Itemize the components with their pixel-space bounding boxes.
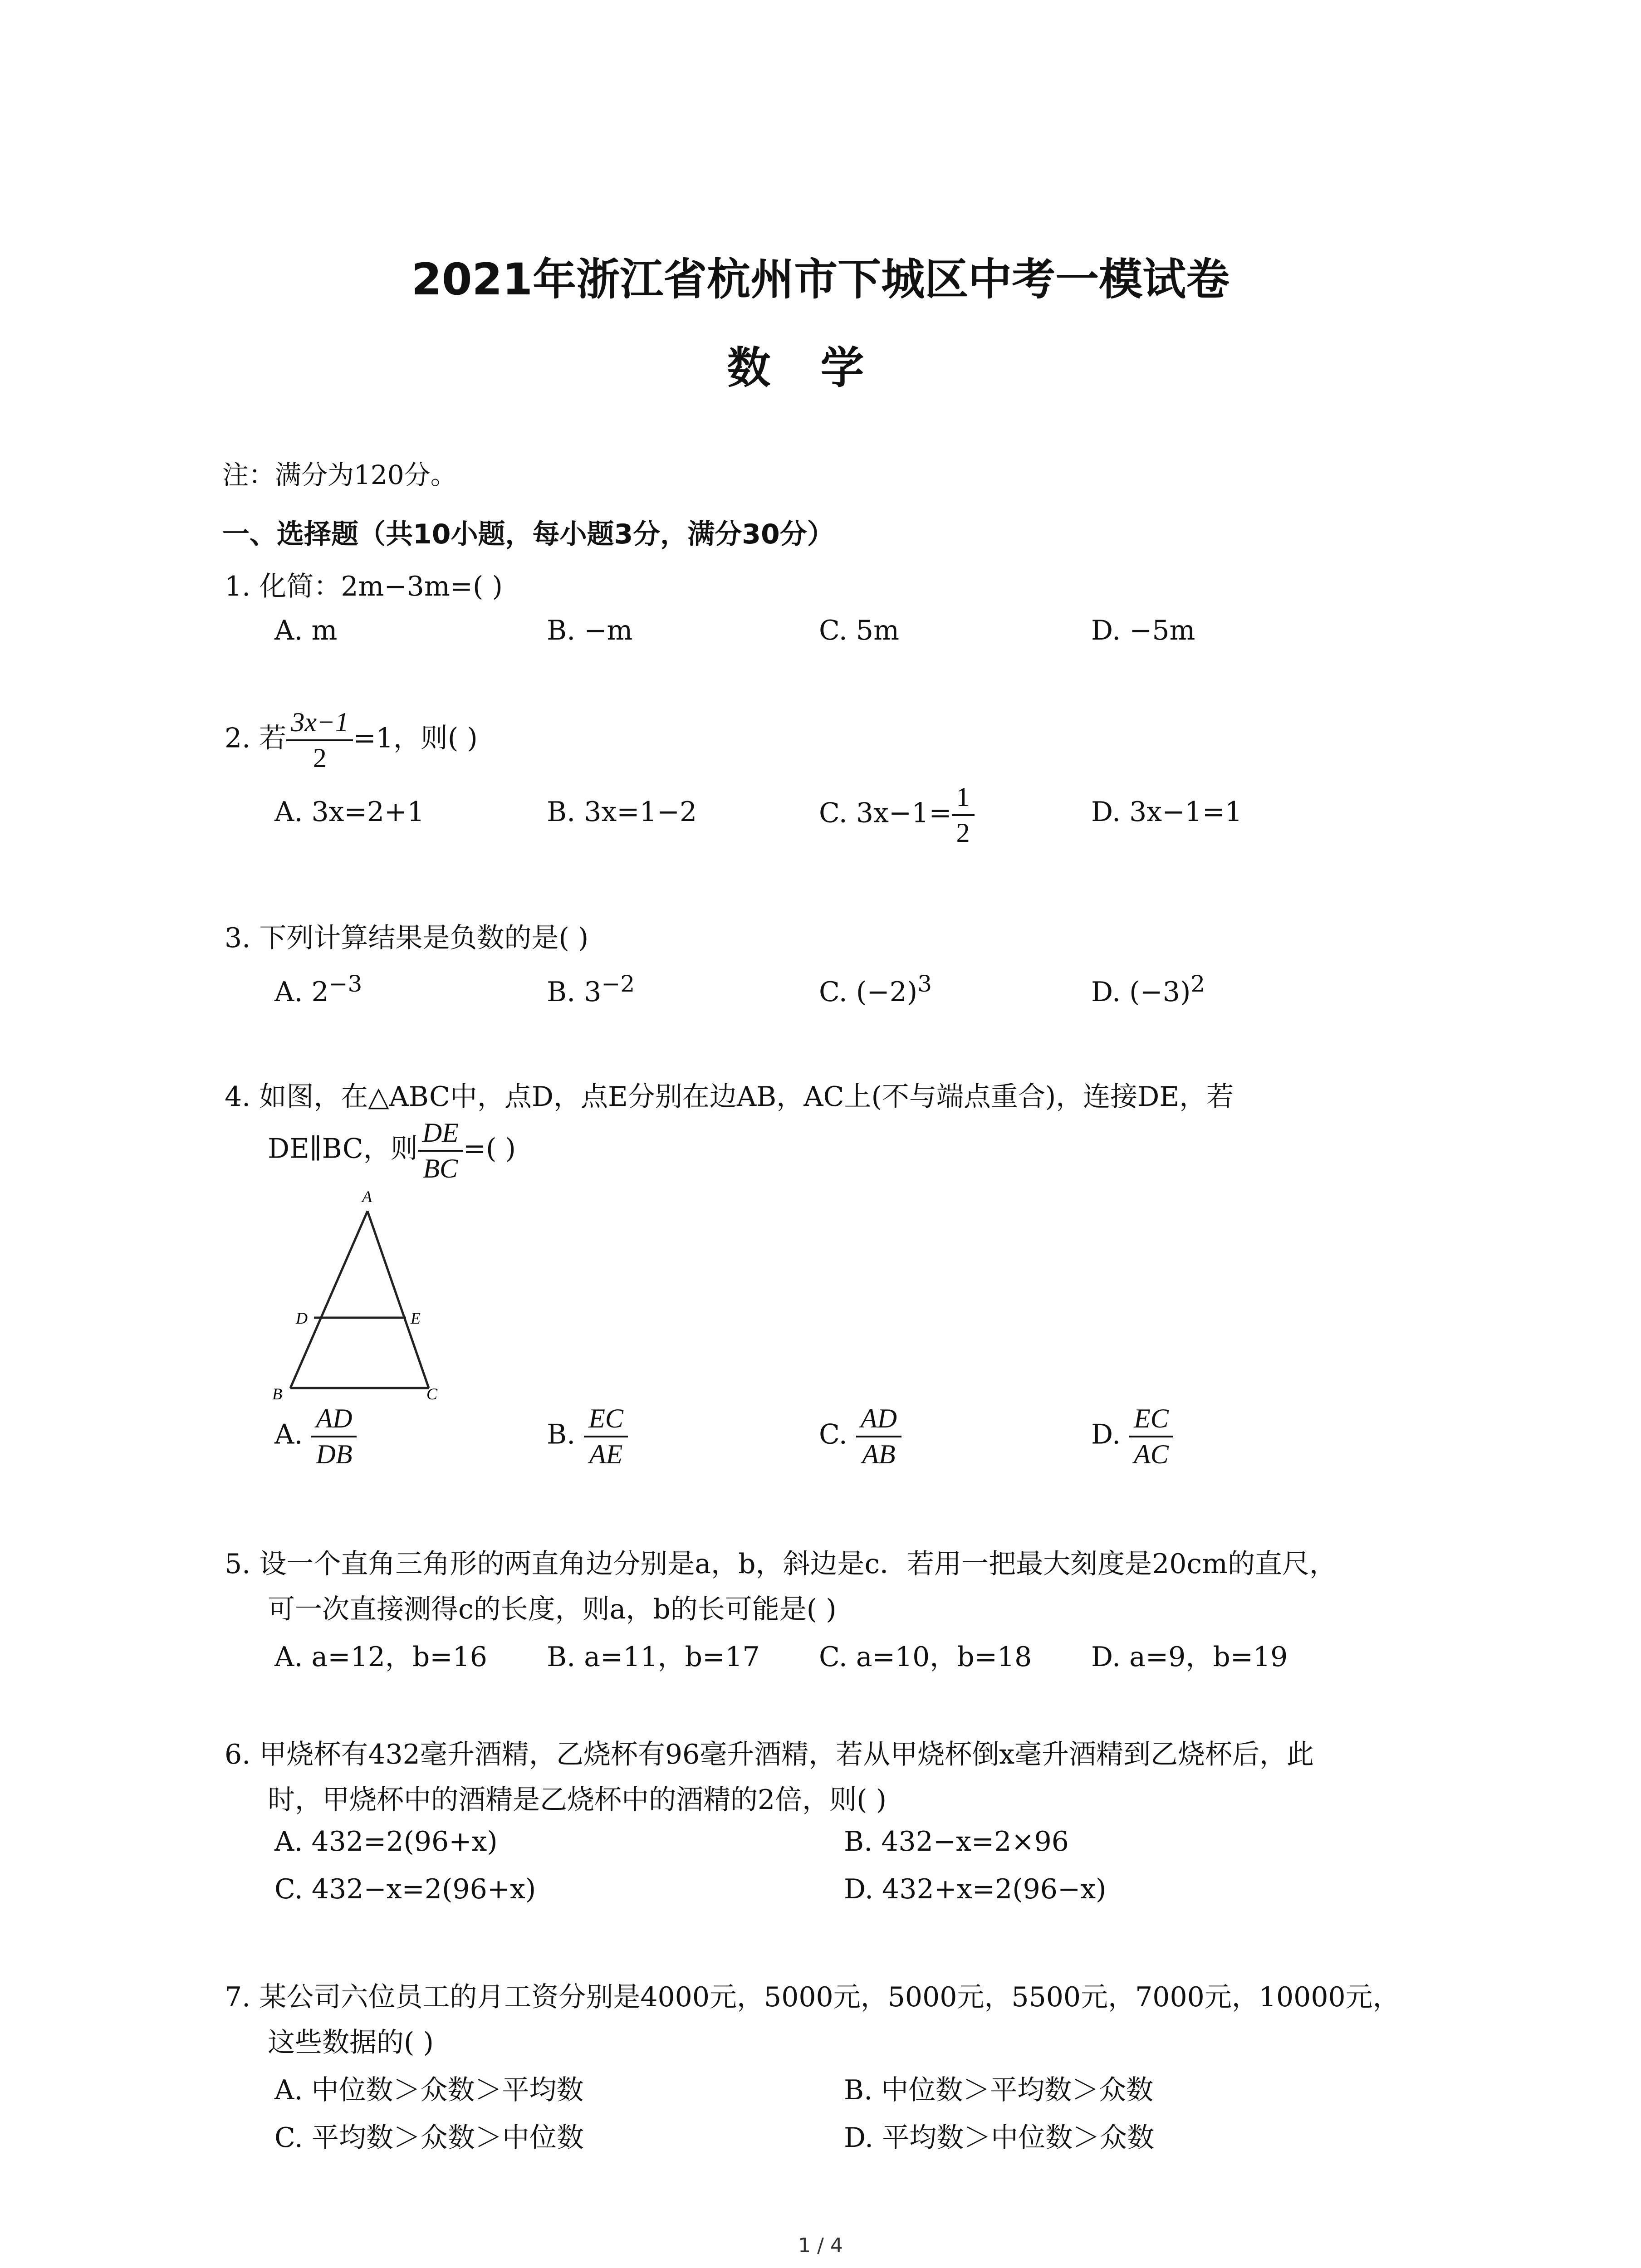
- option-d[interactable]: D. 平均数＞中位数＞众数: [844, 2122, 1155, 2154]
- option-a[interactable]: [274, 1402, 357, 1471]
- option-c[interactable]: C. 平均数＞众数＞中位数: [274, 2122, 584, 2154]
- question-stem-suffix: =( ): [463, 1133, 516, 1165]
- question-1: [225, 565, 503, 604]
- question-stem-line2: 可一次直接测得c的长度，则a，b的长可能是( ): [268, 1593, 837, 1625]
- label-a: A: [362, 1188, 372, 1206]
- label-c: C: [426, 1385, 438, 1402]
- option-b[interactable]: B. −m: [547, 615, 633, 646]
- option-d[interactable]: [1091, 1402, 1173, 1471]
- fraction-denominator: DB: [316, 1439, 353, 1469]
- fraction-numerator: EC: [1129, 1402, 1173, 1437]
- option-letter: A.: [274, 1418, 303, 1451]
- fraction: [286, 705, 353, 775]
- exponent: 2: [1190, 971, 1205, 997]
- question-6: [225, 1733, 1314, 1772]
- label-e: E: [411, 1309, 421, 1327]
- exponent: −2: [601, 971, 635, 997]
- option-b[interactable]: B. 432−x=2×96: [844, 1826, 1069, 1857]
- option-text: C. (−2): [819, 976, 918, 1008]
- question-5: [225, 1542, 1337, 1581]
- fraction-denominator: 2: [313, 743, 327, 773]
- question-number: 5.: [225, 1548, 251, 1580]
- side-ac: [367, 1211, 429, 1388]
- page-title: 2021年浙江省杭州市下城区中考一模试卷: [411, 254, 1230, 305]
- fraction: [1129, 1402, 1173, 1471]
- option-c[interactable]: C. 432−x=2(96+x): [274, 1873, 536, 1905]
- option-letter: B.: [547, 1418, 576, 1451]
- fraction-numerator: AD: [311, 1402, 357, 1437]
- fraction-numerator: AD: [856, 1402, 901, 1437]
- fraction-numerator: 1: [952, 780, 975, 816]
- option-b[interactable]: B. 中位数＞平均数＞众数: [844, 2074, 1154, 2106]
- fraction-denominator: AE: [589, 1439, 623, 1469]
- option-c[interactable]: [819, 1402, 901, 1471]
- fraction: [856, 1402, 901, 1471]
- option-a[interactable]: [274, 971, 362, 1008]
- label-d: D: [296, 1309, 308, 1327]
- option-letter: D.: [1091, 1418, 1121, 1451]
- question-stem-suffix: =1，则( ): [353, 722, 478, 754]
- fraction-denominator: AB: [862, 1439, 896, 1469]
- question-7: [225, 1975, 1400, 2014]
- option-text: A. 2: [274, 976, 329, 1008]
- question-4: [225, 1075, 1234, 1114]
- question-stem-line2: 这些数据的( ): [268, 2027, 434, 2058]
- question-4-line2: [268, 1116, 516, 1186]
- option-c[interactable]: C. 5m: [819, 615, 899, 646]
- fraction: [311, 1402, 357, 1471]
- option-b[interactable]: [547, 971, 635, 1008]
- option-a[interactable]: A. 中位数＞众数＞平均数: [274, 2074, 584, 2106]
- fraction: [418, 1116, 463, 1186]
- exponent: −3: [328, 971, 362, 997]
- option-c[interactable]: C. a=10，b=18: [819, 1641, 1032, 1673]
- triangle-figure: [263, 1184, 454, 1402]
- page-number: 1 / 4: [798, 2234, 843, 2257]
- question-stem-line1: 如图，在△ABC中，点D，点E分别在边AB，AC上(不与端点重合)，连接DE，若: [259, 1081, 1234, 1113]
- question-number: 2.: [225, 722, 251, 754]
- question-number: 1.: [225, 571, 251, 602]
- fraction: [952, 780, 975, 850]
- question-stem-prefix: DE∥BC，则: [268, 1133, 418, 1165]
- question-3: [225, 916, 588, 955]
- option-b[interactable]: [547, 1402, 628, 1471]
- option-text: D. (−3): [1091, 976, 1191, 1008]
- question-number: 4.: [225, 1081, 251, 1113]
- option-letter: C.: [819, 1418, 847, 1451]
- score-note: 注：满分为120分。: [222, 459, 457, 490]
- option-c[interactable]: [819, 780, 975, 850]
- question-stem-line1: 甲烧杯有432毫升酒精，乙烧杯有96毫升酒精，若从甲烧杯倒x毫升酒精到乙烧杯后，此: [259, 1739, 1314, 1770]
- subject-title: 数学: [727, 342, 914, 393]
- side-ab: [290, 1211, 367, 1388]
- option-b[interactable]: B. a=11，b=17: [547, 1641, 760, 1673]
- option-a[interactable]: A. a=12，b=16: [274, 1641, 487, 1673]
- fraction-numerator: 3x−1: [286, 705, 353, 741]
- option-c-text: C. 3x−1=: [819, 797, 952, 829]
- option-text: B. 3: [547, 976, 602, 1008]
- fraction-numerator: EC: [584, 1402, 628, 1437]
- option-a[interactable]: A. 432=2(96+x): [274, 1826, 498, 1857]
- question-stem-line1: 设一个直角三角形的两直角边分别是a，b，斜边是c．若用一把最大刻度是20cm的直尺，: [259, 1548, 1337, 1580]
- option-a[interactable]: A. 3x=2+1: [274, 796, 425, 828]
- exponent: 3: [917, 971, 932, 997]
- question-stem-line2: 时，甲烧杯中的酒精是乙烧杯中的酒精的2倍，则( ): [268, 1784, 887, 1816]
- fraction: [584, 1402, 628, 1471]
- fraction-denominator: AC: [1134, 1439, 1169, 1469]
- option-a[interactable]: A. m: [274, 615, 338, 646]
- question-stem: 化简：2m−3m=( ): [259, 571, 503, 602]
- question-stem-prefix: 若: [259, 722, 287, 754]
- fraction-denominator: 2: [956, 818, 970, 848]
- question-stem-line1: 某公司六位员工的月工资分别是4000元，5000元，5000元，5500元，7000元，10000元，: [259, 1981, 1400, 2013]
- section-heading: 一、选择题（共10小题，每小题3分，满分30分）: [222, 518, 834, 550]
- question-number: 3.: [225, 922, 251, 954]
- option-c[interactable]: [819, 971, 932, 1008]
- question-number: 7.: [225, 1981, 251, 2013]
- question-number: 6.: [225, 1739, 251, 1770]
- fraction-numerator: DE: [418, 1116, 463, 1152]
- option-d[interactable]: D. 3x−1=1: [1091, 796, 1243, 828]
- label-b: B: [272, 1385, 282, 1402]
- question-stem: 下列计算结果是负数的是( ): [259, 922, 589, 954]
- question-2: [225, 705, 478, 775]
- option-d[interactable]: D. −5m: [1091, 615, 1195, 646]
- option-b[interactable]: B. 3x=1−2: [547, 796, 697, 828]
- option-d[interactable]: [1091, 971, 1205, 1008]
- fraction-denominator: BC: [423, 1154, 458, 1183]
- option-d[interactable]: D. a=9，b=19: [1091, 1641, 1288, 1673]
- option-d[interactable]: D. 432+x=2(96−x): [844, 1873, 1107, 1905]
